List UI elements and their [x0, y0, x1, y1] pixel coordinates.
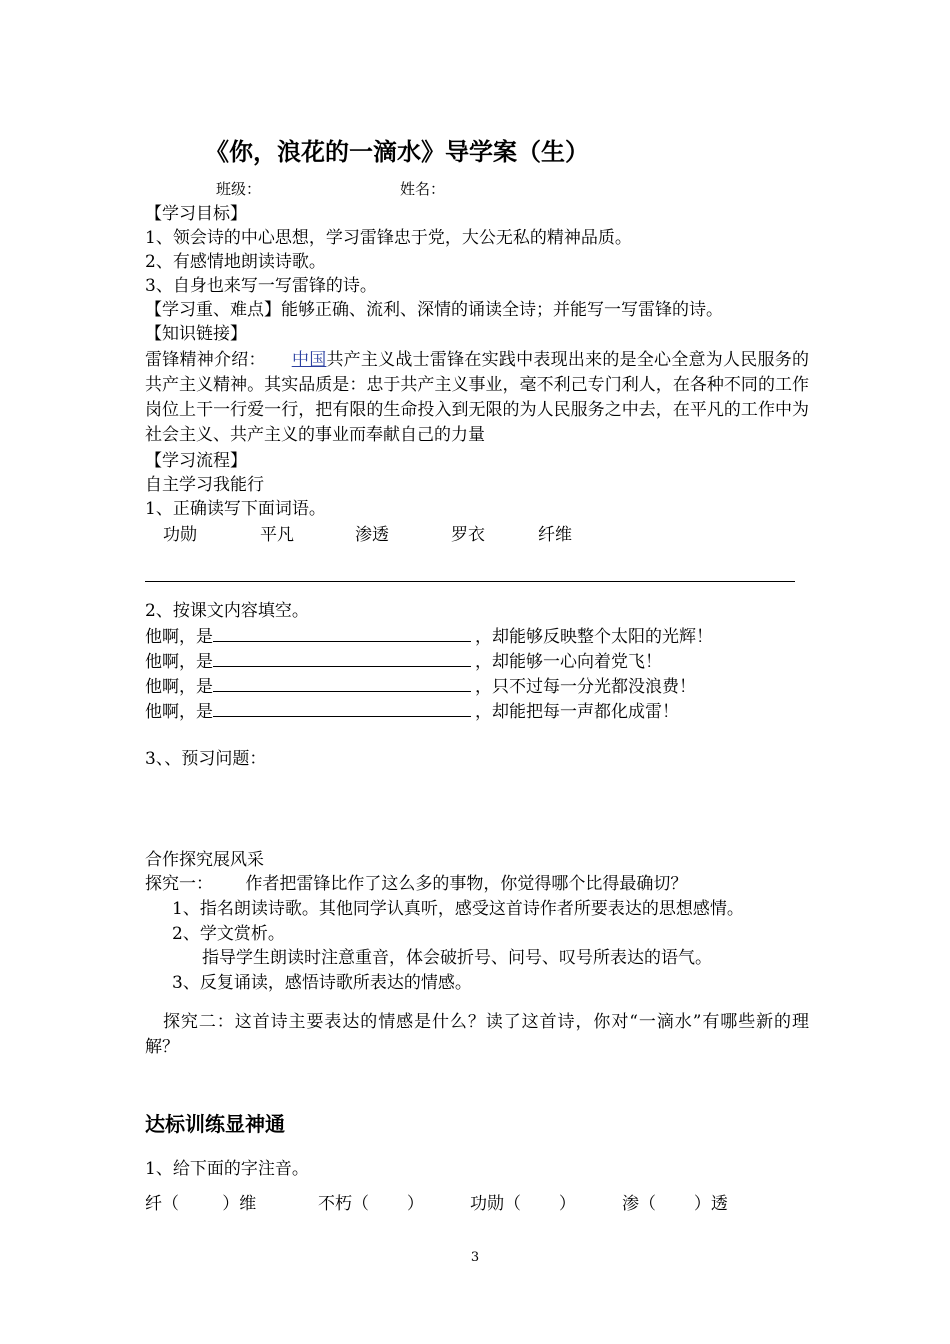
page-number: 3	[470, 1250, 480, 1265]
question-1: 1、正确读写下面词语。	[145, 499, 326, 519]
intro-text: 共产主义战士雷锋在实践中表现出来的是全心全意为人民服务的共产主义精神。其实品质是：忠于共产主义事业，毫不利己专门利人，在各种不同的工作岗位上干一行爱一行，把有限的生命投入到无限的为人民服务之中去，在平凡的工作中为社会主义、共产主义的事业而奉献自己的力量	[145, 350, 810, 445]
class-label: 班级：	[216, 180, 262, 198]
question-2: 2、按课文内容填空。	[145, 601, 309, 621]
fill-line: 他啊，是 ，却能够一心向着党飞！	[145, 648, 662, 674]
explore-1-item: 1、指名朗读诗歌。其他同学认真听，感受这首诗作者所要表达的思想感情。	[172, 899, 744, 919]
section-goals: 【学习目标】	[145, 204, 247, 224]
word-item: 平凡	[260, 525, 294, 545]
cooperation-heading: 合作探究展风采	[145, 850, 264, 870]
page-title: 《你，浪花的一滴水》导学案（生）	[205, 138, 589, 166]
practice-question-1: 1、给下面的字注音。	[145, 1159, 309, 1179]
explore-1-item: 3、反复诵读，感悟诗歌所表达的情感。	[172, 973, 472, 993]
pinyin-item: 渗（ ）透	[622, 1194, 728, 1214]
goal-item: 1、领会诗的中心思想，学习雷锋忠于党，大公无私的精神品质。	[145, 228, 632, 248]
section-knowledge: 【知识链接】	[145, 324, 247, 344]
self-study-heading: 自主学习我能行	[145, 475, 264, 495]
fill-blank[interactable]	[213, 673, 471, 692]
question-3: 3、、预习问题：	[145, 749, 267, 769]
section-process: 【学习流程】	[145, 451, 247, 471]
goal-item: 2、有感情地朗读诗歌。	[145, 252, 326, 272]
china-link[interactable]: 中国	[291, 350, 327, 370]
answer-line	[145, 581, 795, 582]
explore-2: 探究二：这首诗主要表达的情感是什么？读了这首诗，你对“一滴水”有哪些新的理解？	[145, 1012, 809, 1057]
pinyin-item: 功勋（ ）	[470, 1194, 576, 1214]
practice-heading: 达标训练显神通	[145, 1112, 285, 1136]
fill-blank[interactable]	[213, 623, 471, 642]
word-item: 渗透	[355, 525, 389, 545]
fill-line: 他啊，是 ，只不过每一分光都没浪费！	[145, 673, 696, 699]
keypoints: 【学习重、难点】能够正确、流利、深情的诵读全诗；并能写一写雷锋的诗。	[145, 300, 723, 320]
intro-paragraph	[145, 348, 809, 448]
word-item: 功勋	[163, 525, 197, 545]
pinyin-item: 不朽（ ）	[318, 1194, 424, 1214]
fill-blank[interactable]	[213, 648, 471, 667]
name-label: 姓名：	[400, 180, 446, 198]
fill-line: 他啊，是 ，却能把每一声都化成雷！	[145, 698, 679, 724]
fill-blank[interactable]	[213, 698, 471, 717]
explore-1: 探究一： 作者把雷锋比作了这么多的事物，你觉得哪个比得最确切？	[145, 874, 688, 894]
word-item: 罗衣	[451, 525, 485, 545]
explore-1-item: 指导学生朗读时注意重音，体会破折号、问号、叹号所表达的语气。	[202, 948, 712, 968]
word-item: 纤维	[538, 525, 572, 545]
intro-prefix: 雷锋精神介绍：	[145, 350, 266, 370]
pinyin-item: 纤（ ）维	[145, 1194, 257, 1214]
goal-item: 3、自身也来写一写雷锋的诗。	[145, 276, 377, 296]
explore-1-item: 2、学文赏析。	[172, 924, 285, 944]
fill-line: 他啊，是 ，却能够反映整个太阳的光辉！	[145, 623, 713, 649]
